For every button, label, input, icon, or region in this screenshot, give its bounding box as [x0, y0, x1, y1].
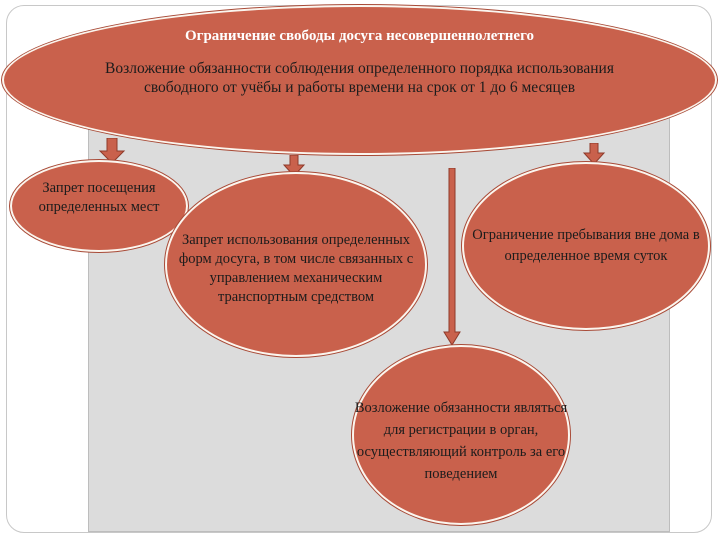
time-restriction-text: Ограничение пребывания вне дома в определенное время суток	[472, 227, 700, 264]
ellipse-registration-duty	[352, 345, 570, 525]
ellipse-places-ban	[10, 160, 188, 252]
leisure-ban-text: Запрет использования определенных форм досуга, в том числе связанных с управлением механическим транспортным средством	[178, 231, 414, 305]
main-ellipse	[2, 5, 717, 155]
ellipse-leisure-ban	[165, 172, 427, 357]
places-ban-text: Запрет посещения определенных мест	[38, 180, 160, 215]
arrow-down-long	[443, 168, 461, 346]
diagram-title: Ограничение свободы досуга несовершеннолетнего	[184, 28, 535, 44]
registration-duty-text: Возложение обязанности являться для регистрации в орган, осуществляющий контроль за его поведением	[354, 400, 568, 482]
ellipse-time-restriction	[462, 162, 710, 330]
diagram-subtitle: Возложение обязанности соблюдения определенного порядка использования свободного от учёбы и работы времени на срок от 1 до 6 месяцев	[105, 60, 614, 96]
